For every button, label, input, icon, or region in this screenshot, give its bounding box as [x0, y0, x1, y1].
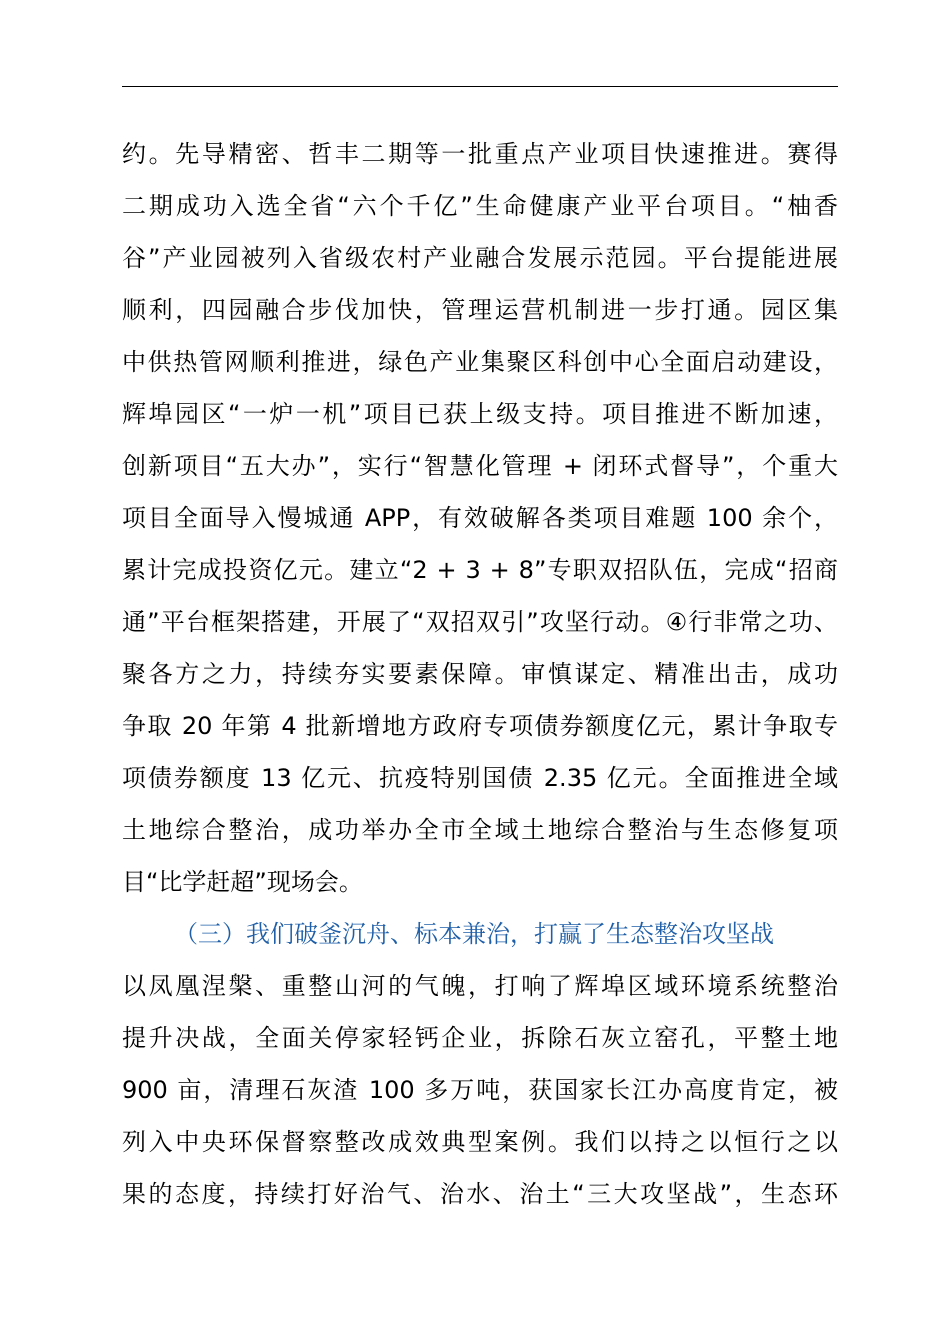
text-line: 谷”产业园被列入省级农村产业融合发展示范园。平台提能进展 [122, 244, 838, 272]
text-line: 二期成功入选全省“六个千亿”生命健康产业平台项目。“柚香 [122, 192, 838, 220]
document-body [122, 128, 838, 1220]
text-line: 以凤凰涅槃、重整山河的气魄，打响了辉埠区域环境系统整治 [122, 972, 838, 1000]
text-line: 中供热管网顺利推进，绿色产业集聚区科创中心全面启动建设， [122, 348, 838, 376]
header-rule [122, 86, 838, 87]
text-line: 提升决战，全面关停家轻钙企业，拆除石灰立窑孔，平整土地 [122, 1024, 838, 1052]
text-line: 创新项目“五大办”，实行“智慧化管理 + 闭环式督导”，个重大 [122, 452, 838, 480]
text-line: 项目全面导入慢城通 APP，有效破解各类项目难题 100 余个， [122, 504, 838, 532]
text-line: 顺利，四园融合步伐加快，管理运营机制进一步打通。园区集 [122, 296, 838, 324]
text-line: 项债券额度 13 亿元、抗疫特别国债 2.35 亿元。全面推进全域 [122, 764, 838, 792]
text-line: 果的态度，持续打好治气、治水、治土“三大攻坚战”，生态环 [122, 1180, 838, 1208]
text-line: 目“比学赶超”现场会。 [122, 868, 363, 896]
text-line: 约。先导精密、哲丰二期等一批重点产业项目快速推进。赛得 [122, 140, 838, 168]
text-line: 列入中央环保督察整改成效典型案例。我们以持之以恒行之以 [122, 1128, 838, 1156]
text-line: 聚各方之力，持续夯实要素保障。审慎谋定、精准出击，成功 [122, 660, 838, 688]
text-line: 土地综合整治，成功举办全市全域土地综合整治与生态修复项 [122, 816, 838, 844]
text-line: 通”平台框架搭建，开展了“双招双引”攻坚行动。④行非常之功、 [122, 608, 838, 636]
section-heading: （三）我们破釜沉舟、标本兼治，打赢了生态整治攻坚战 [174, 920, 774, 948]
text-line: 900 亩，清理石灰渣 100 多万吨，获国家长江办高度肯定，被 [122, 1076, 838, 1104]
text-line: 争取 20 年第 4 批新增地方政府专项债券额度亿元，累计争取专 [122, 712, 838, 740]
text-line: 累计完成投资亿元。建立“2 + 3 + 8”专职双招队伍，完成“招商 [122, 556, 838, 584]
text-line: 辉埠园区“一炉一机”项目已获上级支持。项目推进不断加速， [122, 400, 838, 428]
